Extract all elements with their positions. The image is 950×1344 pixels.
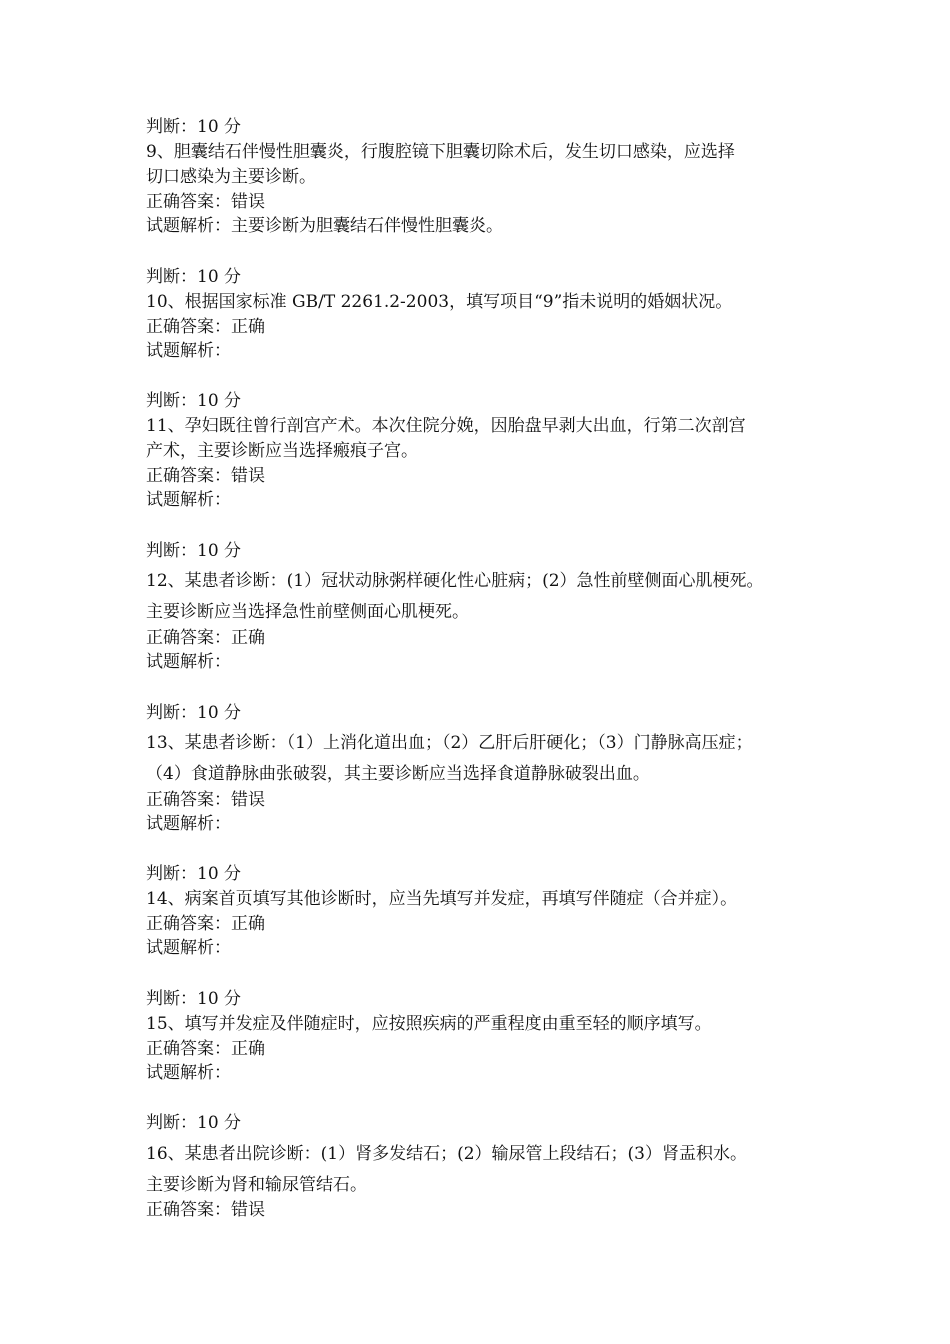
correct-answer: 正确答案：正确	[146, 628, 265, 648]
question-type-label: 判断：10 分	[146, 267, 242, 287]
question-text-line: 15、填写并发症及伴随症时，应按照疾病的严重程度由重至轻的顺序填写。	[146, 1014, 712, 1034]
question-text-line: 11、孕妇既往曾行剖宫产术。本次住院分娩，因胎盘早剥大出血，行第二次剖宫	[146, 416, 746, 436]
correct-answer: 正确答案：正确	[146, 914, 265, 934]
question-text-line: 10、根据国家标准 GB/T 2261.2-2003，填写项目“9”指未说明的婚姻状况。	[146, 292, 733, 312]
question-text-line: 14、病案首页填写其他诊断时，应当先填写并发症，再填写伴随症（合并症）。	[146, 889, 738, 909]
answer-analysis: 试题解析：	[146, 490, 231, 510]
answer-analysis: 试题解析：	[146, 938, 231, 958]
question-type-label: 判断：10 分	[146, 541, 242, 561]
answer-analysis: 试题解析：	[146, 652, 231, 672]
question-text-line: 13、某患者诊断：（1）上消化道出血；（2）乙肝后肝硬化；（3）门静脉高压症；	[146, 733, 753, 753]
question-text-line: 12、某患者诊断：(1）冠状动脉粥样硬化性心脏病；(2）急性前壁侧面心肌梗死。	[146, 571, 764, 591]
question-text-line: 9、胆囊结石伴慢性胆囊炎，行腹腔镜下胆囊切除术后，发生切口感染，应选择	[146, 142, 735, 162]
answer-analysis: 试题解析：	[146, 1063, 231, 1083]
correct-answer: 正确答案：正确	[146, 317, 265, 337]
question-text-line: 切口感染为主要诊断。	[146, 167, 316, 187]
question-text-line: 主要诊断为肾和输尿管结石。	[146, 1175, 367, 1195]
question-type-label: 判断：10 分	[146, 117, 242, 137]
correct-answer: 正确答案：错误	[146, 790, 265, 810]
correct-answer: 正确答案：错误	[146, 1200, 265, 1220]
answer-analysis: 试题解析：	[146, 341, 231, 361]
correct-answer: 正确答案：错误	[146, 466, 265, 486]
question-text-line: （4）食道静脉曲张破裂，其主要诊断应当选择食道静脉破裂出血。	[146, 764, 650, 784]
question-type-label: 判断：10 分	[146, 703, 242, 723]
question-text-line: 产术，主要诊断应当选择瘢痕子宫。	[146, 441, 418, 461]
question-text-line: 主要诊断应当选择急性前壁侧面心肌梗死。	[146, 602, 469, 622]
question-type-label: 判断：10 分	[146, 989, 242, 1009]
question-type-label: 判断：10 分	[146, 864, 242, 884]
question-type-label: 判断：10 分	[146, 1113, 242, 1133]
correct-answer: 正确答案：错误	[146, 192, 265, 212]
answer-analysis: 试题解析：	[146, 814, 231, 834]
answer-analysis: 试题解析：主要诊断为胆囊结石伴慢性胆囊炎。	[146, 216, 503, 236]
correct-answer: 正确答案：正确	[146, 1039, 265, 1059]
question-text-line: 16、某患者出院诊断：(1）肾多发结石；(2）输尿管上段结石；(3）肾盂积水。	[146, 1144, 747, 1164]
question-type-label: 判断：10 分	[146, 391, 242, 411]
